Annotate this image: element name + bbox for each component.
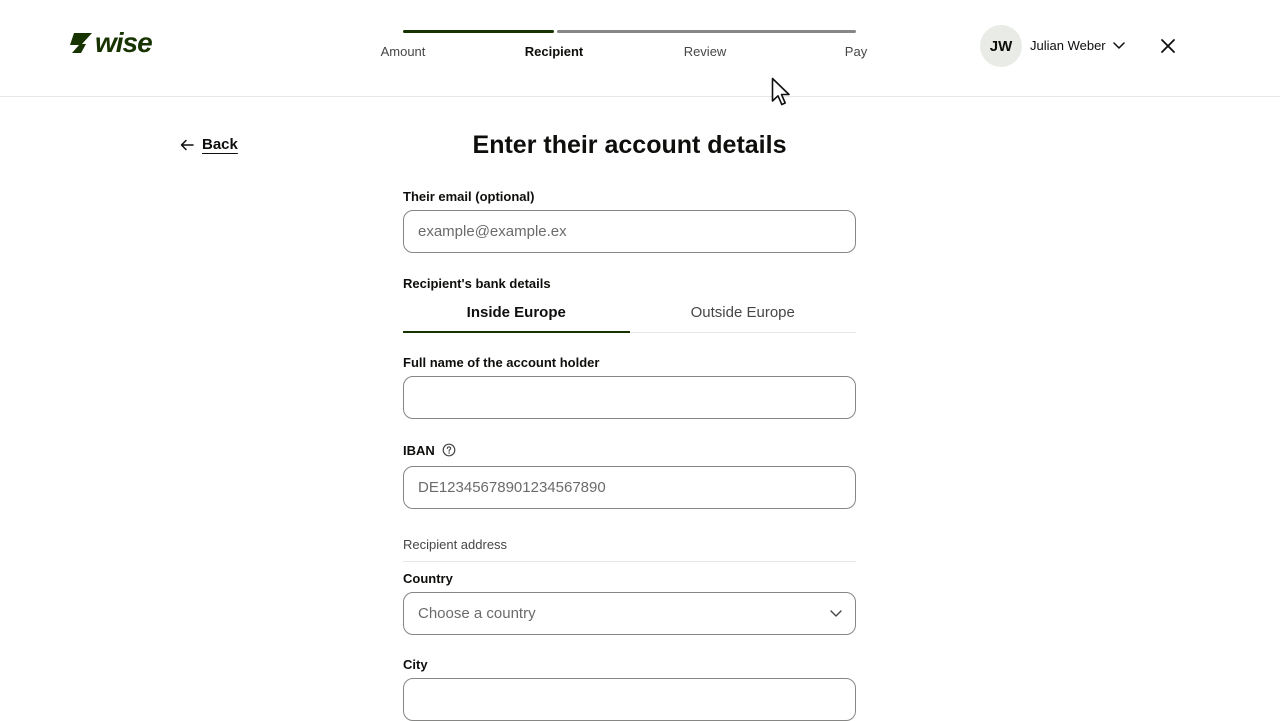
- country-label: Country: [403, 571, 453, 586]
- user-name[interactable]: Julian Weber: [1030, 38, 1106, 53]
- iban-input[interactable]: [403, 466, 856, 509]
- close-button[interactable]: [1158, 36, 1178, 56]
- bank-region-tabs: [403, 296, 856, 333]
- address-divider: [403, 561, 856, 562]
- top-bar: [0, 0, 1280, 97]
- bank-details-label: Recipient's bank details: [403, 276, 551, 291]
- back-label: Back: [202, 136, 238, 153]
- full-name-label: Full name of the account holder: [403, 355, 600, 370]
- page-title: Enter their account details: [472, 131, 787, 159]
- step-segment-amount: [403, 30, 554, 33]
- tab-inside-europe[interactable]: Inside Europe: [403, 296, 630, 332]
- full-name-input[interactable]: [403, 376, 856, 419]
- back-link[interactable]: [180, 136, 238, 153]
- close-icon: [1160, 38, 1176, 54]
- city-label: City: [403, 657, 428, 672]
- country-select[interactable]: [403, 592, 856, 635]
- email-label: Their email (optional): [403, 189, 535, 204]
- question-circle-icon[interactable]: [442, 443, 456, 457]
- email-input[interactable]: [403, 210, 856, 253]
- recipient-address-heading: Recipient address: [403, 537, 508, 552]
- chevron-down-icon[interactable]: [1112, 40, 1126, 50]
- step-segment-recipient: [557, 30, 856, 33]
- step-amount: Amount: [380, 44, 426, 59]
- arrow-left-icon: [180, 139, 194, 151]
- step-recipient: Recipient: [524, 44, 584, 59]
- country-select-value: Choose a country: [418, 605, 536, 622]
- user-avatar[interactable]: JW: [980, 25, 1022, 67]
- progress-stepper: [0, 0, 1280, 70]
- iban-label: IBAN: [403, 443, 435, 458]
- step-pay: Pay: [844, 44, 868, 59]
- wise-logo-text: wise: [95, 27, 152, 58]
- tab-outside-europe[interactable]: Outside Europe: [690, 304, 795, 321]
- chevron-down-icon: [829, 608, 843, 618]
- city-input[interactable]: [403, 678, 856, 721]
- step-review: Review: [683, 44, 727, 59]
